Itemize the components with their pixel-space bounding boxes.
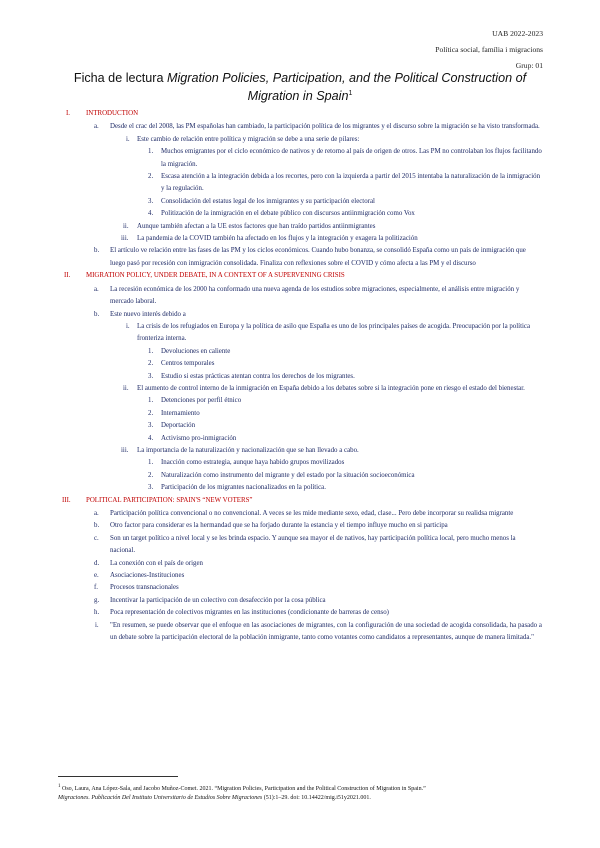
item-text: Asociaciones-Instituciones [110, 572, 185, 580]
title-footnote-ref: 1 [348, 90, 353, 97]
item-marker: h. [94, 609, 100, 617]
list-item [0, 371, 600, 383]
section-2-heading [0, 270, 600, 282]
item-marker: 2. [148, 360, 154, 368]
list-item [0, 508, 600, 520]
section-marker: II. [64, 272, 71, 280]
footnote-marker: 1 [58, 784, 61, 789]
list-item [0, 520, 600, 532]
item-text: Politización de la inmigración en el debate público con discursos antiinmigración como Vox [161, 210, 415, 218]
item-text: La conexión con el país de origen [110, 559, 203, 567]
list-item [0, 284, 600, 309]
item-marker: 2. [148, 409, 154, 417]
item-marker: 3. [148, 372, 154, 380]
list-item [0, 134, 600, 146]
item-marker: f. [94, 584, 99, 592]
list-item [0, 346, 600, 358]
item-text: El artículo ve relación entre las fases de las PM y los ciclos económicos. Cuando hubo bonanza, se consolidó España como un país de inmigración que luego pasó por recesión con inmigración consolidada. Finaliza con reflexiones sobre el COVID y cómo afecta a las PM y el discurso [110, 247, 526, 267]
list-item [0, 208, 600, 220]
item-text: "En resumen, se puede observar que el enfoque en las asociaciones de migrantes, con la configuración de una sociedad de acogida consolidada, ha pasado a un debate sobre la participación electoral de la población inmigrante, tanto como votantes como candidatos a representantes, aunque de manera limitada." [110, 621, 542, 642]
section-3-heading [0, 495, 600, 507]
item-text: Poca representación de colectivos migrantes en las instituciones (condicionante de barreras de censo) [110, 609, 389, 617]
item-text: La importancia de la naturalización y nacionalización que se han llevado a cabo. [137, 446, 359, 454]
item-marker: b. [94, 247, 100, 255]
title-prefix: Ficha de lectura [73, 71, 167, 85]
item-marker: 1. [148, 459, 154, 467]
item-text: Detenciones por perfil étnico [161, 397, 242, 405]
list-item [0, 433, 600, 445]
list-item [0, 245, 600, 270]
item-text: Desde el crac del 2008, las PM españolas han cambiado, la participación política de los migrantes y el discurso sobre la migración se ha visto transformada. [110, 123, 540, 131]
item-marker: 1. [148, 397, 154, 405]
header-course: Política social, família i migracions [435, 45, 543, 54]
list-item [0, 171, 600, 196]
item-text: Participación de los migrantes nacionalizados en la política. [161, 484, 326, 492]
list-item [0, 309, 600, 321]
list-item [0, 607, 600, 619]
footnote-divider [58, 776, 178, 777]
list-item [0, 221, 600, 233]
item-text: Naturalización como instrumento del migrante y del estado por la situación socioeconómica [161, 471, 415, 479]
item-marker: 1. [148, 148, 154, 156]
item-text: La pandemia de la COVID también ha afectado en los flujos y la integración y exagera la politización [137, 235, 418, 243]
item-marker: ii. [123, 222, 129, 230]
item-text: Este cambio de relación entre política y migración se debe a una serie de pilares: [137, 135, 360, 143]
item-marker: b. [94, 522, 100, 530]
item-text: Procesos transnacionales [110, 584, 179, 592]
list-item [0, 482, 600, 494]
item-marker: ii. [123, 384, 129, 392]
section-title: POLITICAL PARTICIPATION: SPAIN'S “NEW VOTERS” [86, 496, 253, 504]
page-title [58, 70, 542, 104]
section-title: INTRODUCTION [86, 110, 139, 117]
item-text: El aumento de control interno de la inmigración en España debido a los debates sobre si la integración pone en riesgo el estado del bienestar. [137, 384, 525, 392]
item-text: Inacción como estrategia, aunque haya habido grupos movilizados [161, 459, 345, 467]
item-marker: g. [94, 596, 100, 604]
item-marker: d. [94, 559, 100, 567]
item-text: Muchos emigrantes por el ciclo económico de nativos y de retorno al país de origen de otros. Las PM no controlaban los flujos facilitando la migración. [161, 148, 542, 168]
item-text: Devoluciones en caliente [161, 347, 231, 355]
item-marker: 4. [148, 434, 154, 442]
footnote [58, 776, 542, 803]
item-marker: i. [95, 621, 99, 629]
item-text: Participación política convencional o no convencional. A veces se les mide mediante sexo, edad, clase... Pero debe incorporar su realidsa migrante [110, 510, 514, 517]
item-marker: e. [94, 572, 99, 580]
item-text: Deportación [161, 422, 196, 430]
item-text: La crisis de los refugiados en Europa y la política de asilo que España es uno de los principales países de acogida. Preocupación por la política fronteriza interna. [137, 322, 531, 343]
item-text: Aunque también afectan a la UE estos factores que han traído partidos antiinmigrantes [137, 222, 376, 230]
footnote-citation: Oso, Laura, Ana López-Sala, and Jacobo Muñoz-Comet. 2021. “Migration Policies, Participation and the Political Construction of Migration in Spain.” [62, 786, 426, 792]
list-item [0, 408, 600, 420]
item-text: Otro factor para considerar es la hermandad que se ha forjado durante la estancia y el tiempo influye mucho en si participa [110, 522, 448, 530]
list-item [0, 321, 600, 346]
item-marker: b. [94, 310, 100, 318]
item-text: Centros temporales [161, 360, 215, 368]
header-group: Grup: 01 [515, 61, 543, 70]
list-item [0, 582, 600, 594]
item-marker: 3. [148, 484, 154, 492]
header-university-year: UAB 2022-2023 [492, 29, 543, 38]
item-text: Activismo pro-inmigración [161, 434, 237, 442]
list-item [0, 383, 600, 395]
list-item [0, 620, 600, 645]
list-item [0, 570, 600, 582]
list-item [0, 470, 600, 482]
item-marker: 1. [148, 347, 154, 355]
item-text: Este nuevo interés debido a [110, 310, 186, 318]
list-item [0, 420, 600, 432]
list-item [0, 558, 600, 570]
footnote-doi: (51):1–29. doi: 10.14422/mig.i51y2021.001. [262, 795, 371, 801]
item-marker: a. [94, 285, 99, 293]
item-marker: i. [126, 322, 130, 330]
item-marker: iii. [121, 235, 129, 243]
item-marker: 3. [148, 197, 154, 205]
section-marker: III. [62, 496, 71, 504]
item-text: Consolidación del estatus legal de los inmigrantes y su participación electoral [161, 197, 375, 205]
list-item [0, 233, 600, 245]
document-body [0, 108, 600, 644]
list-item [0, 595, 600, 607]
list-item [0, 533, 600, 558]
item-text: La recesión económica de los 2000 ha conformado una nueva agenda de los estudios sobre migraciones, especialmente, el análisis entre migración y mercado laboral. [110, 285, 520, 306]
item-marker: 2. [148, 471, 154, 479]
item-marker: a. [94, 123, 99, 131]
list-item [0, 445, 600, 457]
list-item [0, 196, 600, 208]
section-title: MIGRATION POLICY, UNDER DEBATE, IN A CONTEXT OF A SUPERVENING CRISIS [86, 272, 345, 280]
item-text: Escasa atención a la integración debida a los recortes, pero con la izquierda a partir del 2015 intentaba la naturalización de la inmigración y la regulación. [161, 173, 541, 193]
footnote-line-1 [58, 782, 542, 794]
item-text: Incentivar la participación de un colectivo con desafección por la cosa pública [110, 596, 326, 604]
item-text: Son un target político a nivel local y se les brinda espacio. Y aunque sea mayor el de nativos, hay participación política local, pero mucho menos la nacional. [110, 534, 516, 555]
list-item [0, 146, 600, 171]
item-text: Estudio si estas prácticas atentan contra los derechos de los migrantes. [161, 372, 355, 380]
item-marker: 4. [148, 210, 154, 218]
item-marker: 3. [148, 422, 154, 430]
footnote-line-2 [58, 794, 542, 803]
list-item [0, 457, 600, 469]
item-marker: i. [126, 135, 130, 143]
item-marker: a. [94, 510, 99, 517]
item-marker: 2. [148, 173, 154, 181]
section-marker: I. [66, 110, 71, 117]
item-marker: iii. [121, 446, 129, 454]
item-marker: c. [94, 534, 99, 542]
footnote-journal: Migraciones. Publicación Del Instituto Universitario de Estudios Sobre Migraciones [58, 795, 263, 801]
section-1-heading [0, 108, 600, 120]
list-item [0, 358, 600, 370]
item-text: Internamiento [161, 409, 200, 417]
list-item [0, 121, 600, 133]
list-item [0, 395, 600, 407]
title-italic: Migration Policies, Participation, and the Political Construction of Migration in Spain [167, 71, 527, 104]
